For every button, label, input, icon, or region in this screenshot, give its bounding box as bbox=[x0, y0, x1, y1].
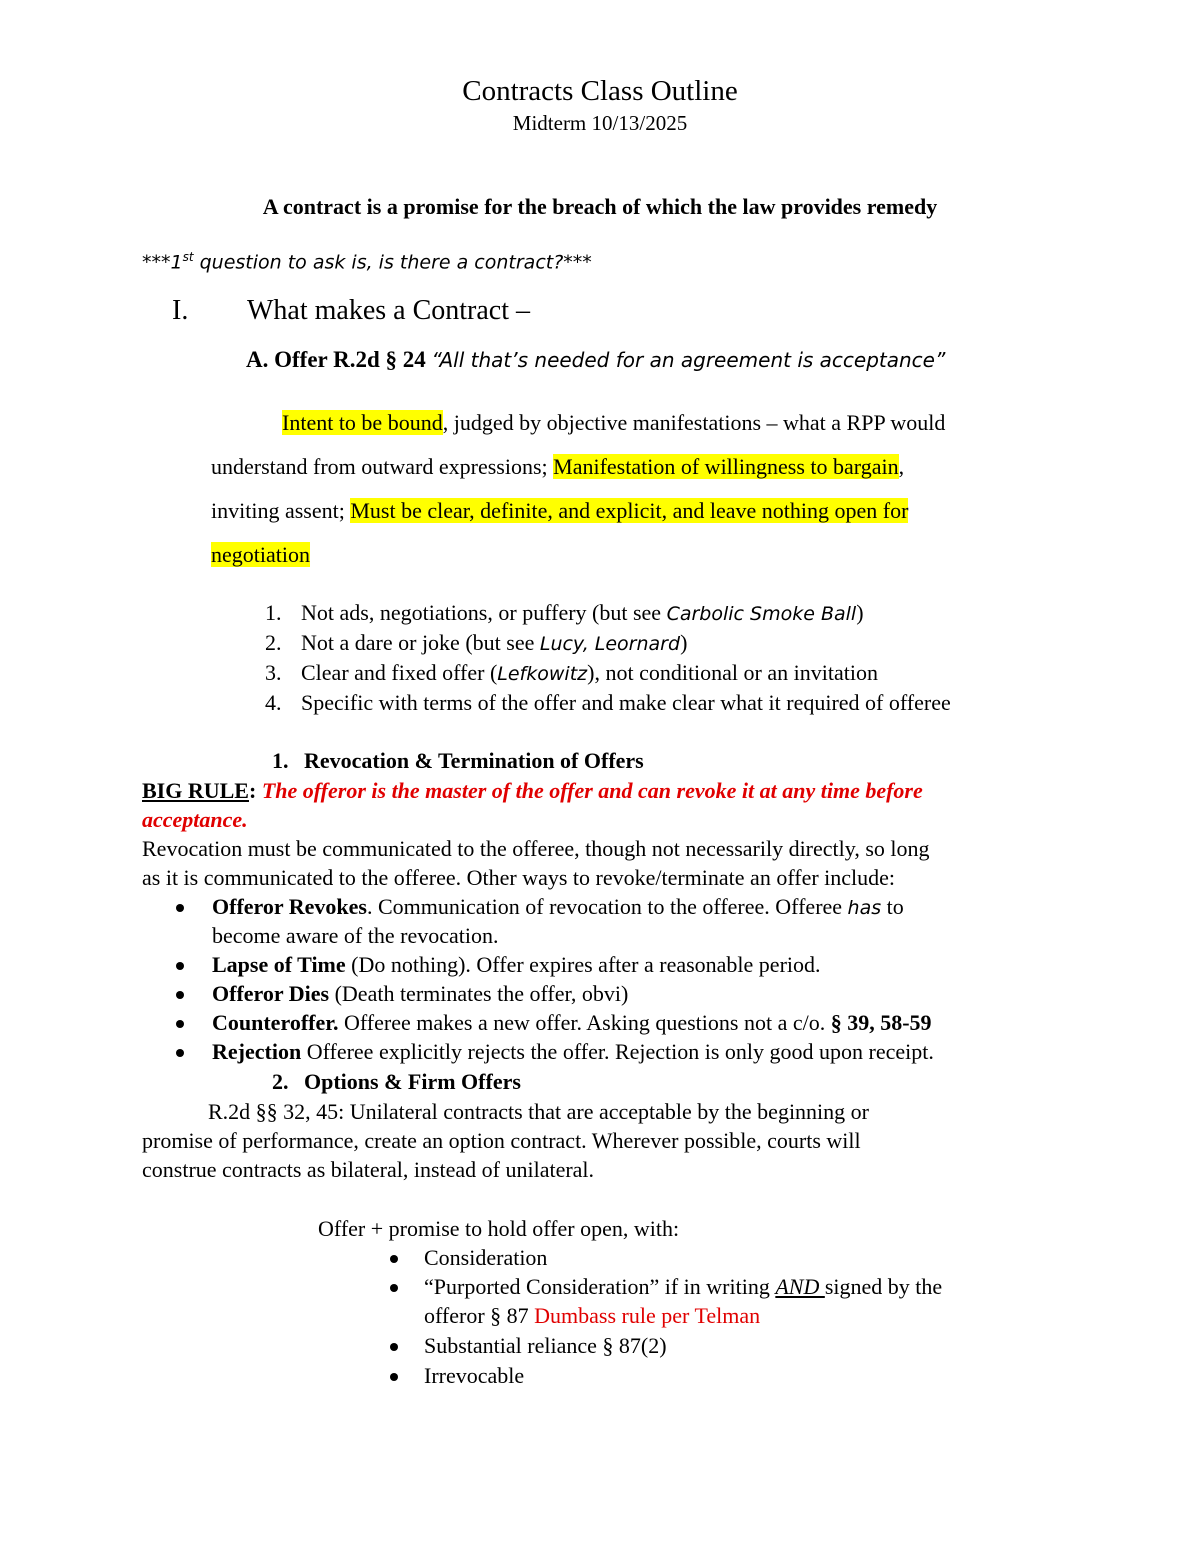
list-item: 4. Specific with terms of the offer and make clear what it required of offeree bbox=[265, 690, 951, 715]
options-para-1: R.2d §§ 32, 45: Unilateral contracts that are acceptable by the beginning or bbox=[208, 1099, 869, 1124]
section-numeral: I. bbox=[172, 295, 189, 326]
bullet-icon bbox=[390, 1255, 398, 1263]
bullet-icon bbox=[176, 1049, 184, 1057]
bullet-icon bbox=[390, 1373, 398, 1381]
offer-para-line3: inviting assent; Must be clear, definite, and explicit, and leave nothing open for bbox=[211, 498, 909, 523]
big-rule-cont: acceptance. bbox=[142, 807, 248, 832]
highlight-manifestation: Manifestation of willingness to bargain bbox=[553, 454, 899, 479]
highlight-intent: Intent to be bound bbox=[282, 410, 443, 435]
contract-definition: A contract is a promise for the breach of which the law provides remedy bbox=[262, 194, 938, 219]
options-lead: Offer + promise to hold offer open, with: bbox=[318, 1216, 680, 1241]
bullet-icon bbox=[390, 1343, 398, 1351]
list-item: 2. Not a dare or joke (but see Lucy, Leornard) bbox=[265, 630, 688, 655]
list-item: Offeror Revokes. Communication of revocation to the offeree. Offeree has to bbox=[212, 894, 904, 919]
options-heading: 2. Options & Firm Offers bbox=[272, 1069, 521, 1094]
revocation-para-2: as it is communicated to the offeree. Other ways to revoke/terminate an offer include: bbox=[142, 865, 896, 890]
list-item: “Purported Consideration” if in writing AND signed by the bbox=[424, 1274, 943, 1299]
highlight-negotiation: negotiation bbox=[211, 542, 310, 567]
highlight-clear-definite: Must be clear, definite, and explicit, and leave nothing open for bbox=[350, 498, 909, 523]
revocation-para-1: Revocation must be communicated to the offeree, though not necessarily directly, so long bbox=[142, 836, 930, 861]
bullet-icon bbox=[176, 962, 184, 970]
bullet-icon bbox=[176, 991, 184, 999]
bullet-icon bbox=[390, 1284, 398, 1292]
offer-para-line2: understand from outward expressions; Manifestation of willingness to bargain, bbox=[211, 454, 905, 479]
list-item: Lapse of Time (Do nothing). Offer expires after a reasonable period. bbox=[212, 952, 821, 977]
page-subtitle: Midterm 10/13/2025 bbox=[512, 111, 688, 135]
list-item: Substantial reliance § 87(2) bbox=[424, 1333, 667, 1358]
revocation-heading: 1. Revocation & Termination of Offers bbox=[272, 748, 644, 773]
section-heading: What makes a Contract – bbox=[247, 295, 531, 326]
page-title: Contracts Class Outline bbox=[462, 75, 738, 107]
list-item-cont: become aware of the revocation. bbox=[212, 923, 499, 948]
list-item: Rejection Offeree explicitly rejects the offer. Rejection is only good upon receipt. bbox=[212, 1039, 934, 1064]
offer-para-line1: Intent to be bound, judged by objective manifestations – what a RPP would bbox=[282, 410, 946, 435]
list-item: 3. Clear and fixed offer (Lefkowitz), not conditional or an invitation bbox=[265, 660, 878, 685]
list-item: Consideration bbox=[424, 1245, 548, 1270]
bullet-icon bbox=[176, 1020, 184, 1028]
bullet-icon bbox=[176, 904, 184, 912]
list-item: Offeror Dies (Death terminates the offer, obvi) bbox=[212, 981, 629, 1006]
list-item: Counteroffer. Offeree makes a new offer. Asking questions not a c/o. § 39, 58-59 bbox=[212, 1010, 932, 1035]
list-item: Irrevocable bbox=[424, 1363, 525, 1388]
list-item-cont: offeror § 87 Dumbass rule per Telman bbox=[424, 1303, 761, 1328]
big-rule: BIG RULE: The offeror is the master of the offer and can revoke it at any time before bbox=[142, 778, 923, 803]
offer-para-line4 bbox=[211, 540, 310, 570]
first-question: ***1st question to ask is, is there a contract?*** bbox=[142, 250, 592, 274]
list-item: 1. Not ads, negotiations, or puffery (but see Carbolic Smoke Ball) bbox=[265, 600, 864, 625]
subsection-offer: A. Offer R.2d § 24 “All that’s needed for an agreement is acceptance” bbox=[246, 347, 946, 372]
options-para-3: construe contracts as bilateral, instead of unilateral. bbox=[142, 1157, 595, 1182]
options-para-2: promise of performance, create an option contract. Wherever possible, courts will bbox=[142, 1128, 861, 1153]
